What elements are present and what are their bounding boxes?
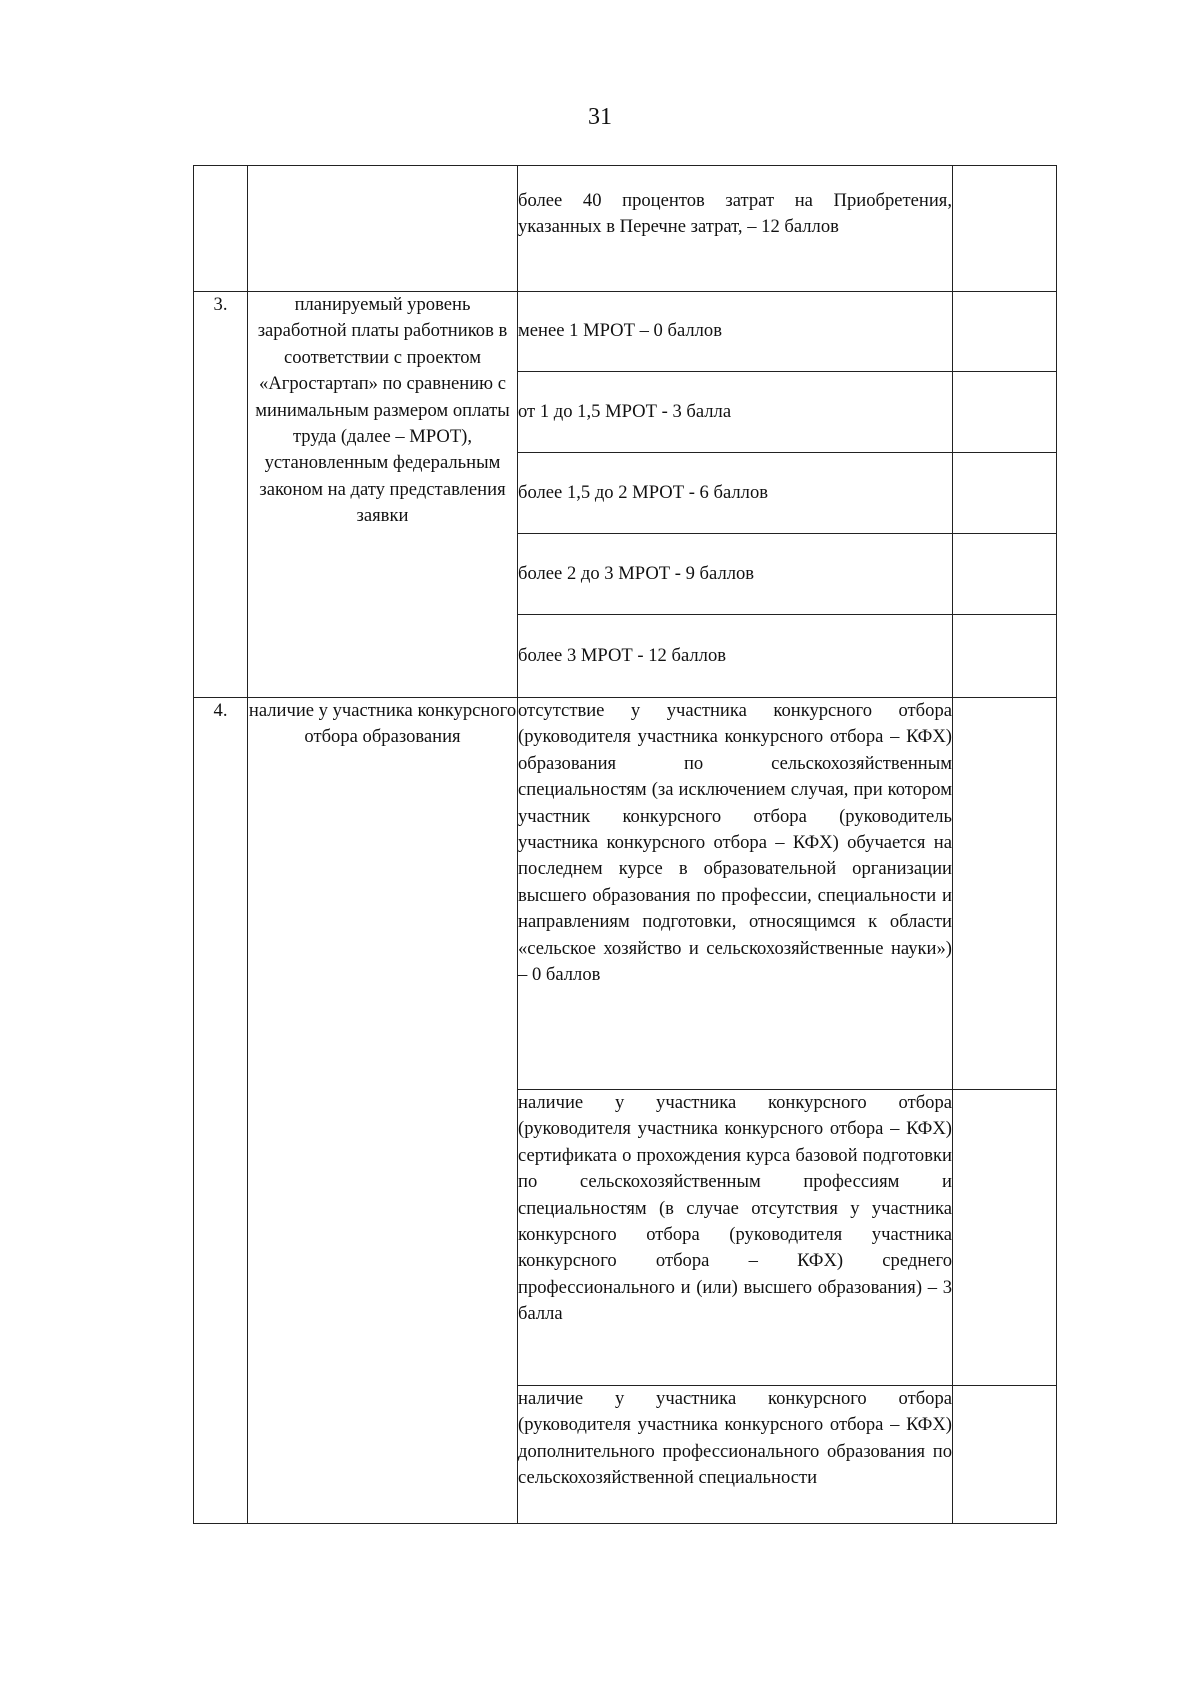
table-row — [194, 698, 1057, 1090]
points-cell — [953, 698, 1057, 1090]
points-cell — [953, 166, 1057, 292]
criterion-text: наличие у участника конкурсного отбора образования — [248, 698, 518, 1524]
score-option: менее 1 МРОТ – 0 баллов — [518, 292, 953, 372]
points-cell — [953, 534, 1057, 615]
table-row — [194, 292, 1057, 372]
score-cell: более 40 процентов затрат на Приобретения, указанных в Перечне затрат, – 12 баллов — [518, 166, 953, 292]
score-option: от 1 до 1,5 МРОТ - 3 балла — [518, 372, 953, 453]
score-option: более 1,5 до 2 МРОТ - 6 баллов — [518, 453, 953, 534]
points-cell — [953, 615, 1057, 698]
score-option: более 2 до 3 МРОТ - 9 баллов — [518, 534, 953, 615]
points-cell — [953, 372, 1057, 453]
points-cell — [953, 292, 1057, 372]
score-option: отсутствие у участника конкурсного отбора (руководителя участника конкурсного отбора – КФХ) образования по сельскохозяйственным специальностям (за исключением случая, при котором участник конкурсного отбора (руководитель участника конкурсного отбора – КФХ) обучается на последнем курсе в образовательной организации высшего образования по профессии, специальности и направлениям подготовки, относящимся к области «сельское хозяйство и сельскохозяйственные науки») – 0 баллов — [518, 698, 953, 1090]
criterion-text: планируемый уровень заработной платы работников в соответствии с проектом «Агростартап» по сравнению с минимальным размером оплаты труда (далее – МРОТ), установленным федеральным законом на дату представления заявки — [248, 292, 518, 698]
points-cell — [953, 1386, 1057, 1524]
page-number: 31 — [588, 104, 612, 130]
row-number-cell — [194, 166, 248, 292]
row-number: 4. — [194, 698, 248, 1524]
score-option: наличие у участника конкурсного отбора (руководителя участника конкурсного отбора – КФХ) дополнительного профессионального образования по сельскохозяйственной специальности — [518, 1386, 953, 1524]
points-cell — [953, 1090, 1057, 1386]
criteria-table — [193, 165, 1057, 1524]
score-option: наличие у участника конкурсного отбора (руководителя участника конкурсного отбора – КФХ) сертификата о прохождения курса базовой подготовки по сельскохозяйственным профессиям и специальностям (в случае отсутствия у участника конкурсного отбора (руководителя участника конкурсного отбора – КФХ) среднего профессионального и (или) высшего образования) – 3 балла — [518, 1090, 953, 1386]
table-row — [194, 166, 1057, 292]
score-option: более 3 МРОТ - 12 баллов — [518, 615, 953, 698]
row-number: 3. — [194, 292, 248, 698]
points-cell — [953, 453, 1057, 534]
criterion-cell — [248, 166, 518, 292]
